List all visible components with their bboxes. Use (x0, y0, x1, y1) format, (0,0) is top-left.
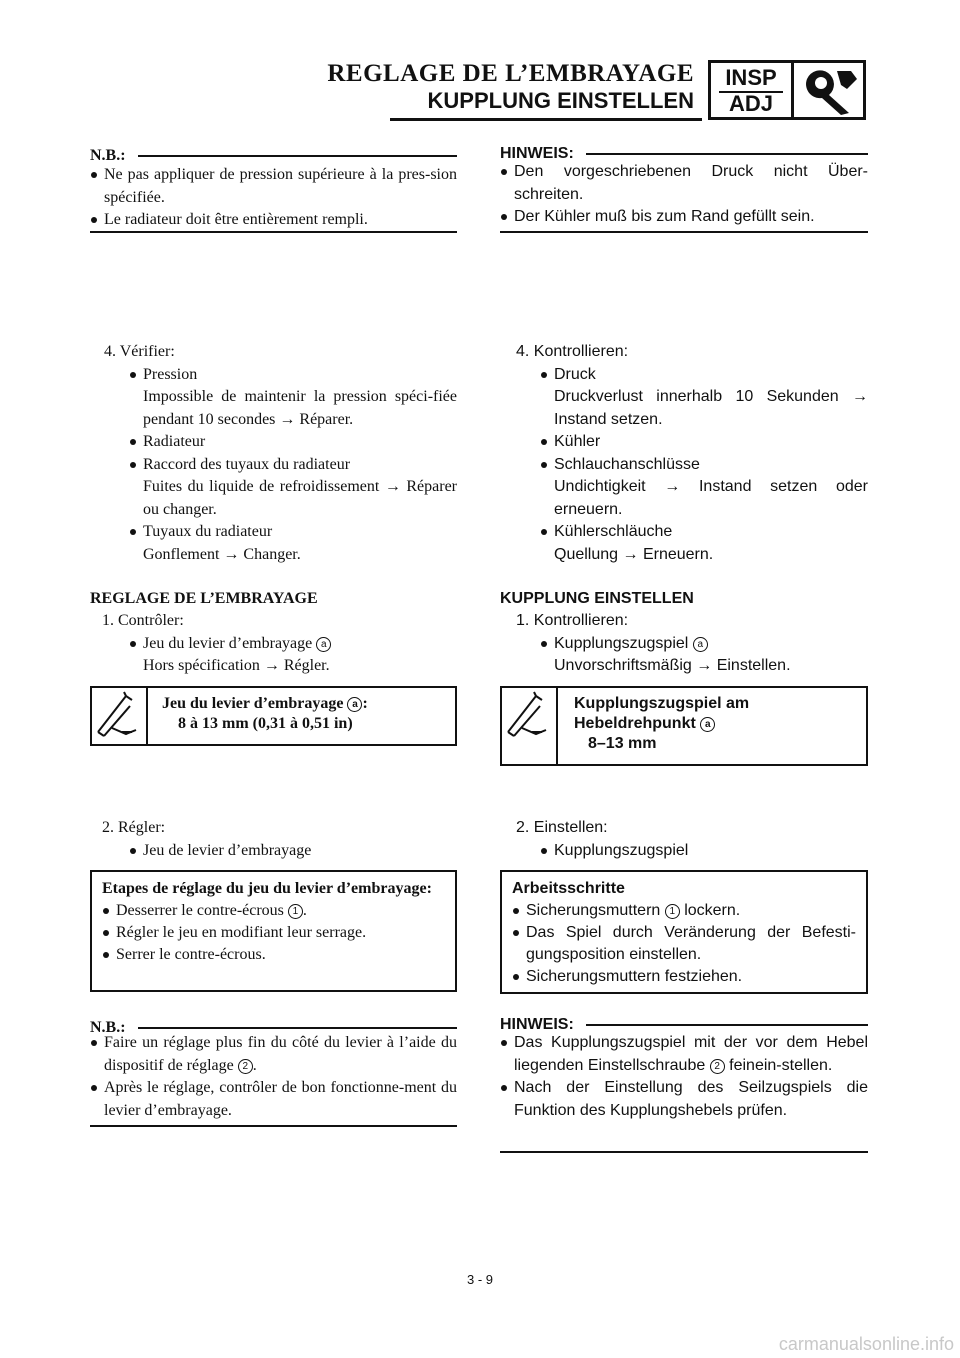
caliper-icon (502, 688, 552, 744)
nb-label: HINWEIS: (500, 1016, 574, 1033)
nb-list-de-1 (500, 161, 868, 229)
wrench-icon (797, 65, 861, 115)
step-detail: Druckverlust innerhalb 10 Sekunden → Instand setzen. (554, 388, 868, 428)
header-rule (390, 118, 702, 121)
step-title: 2. Régler: (102, 819, 166, 836)
list-item: Raccord des tuyaux du radiateur (129, 454, 457, 477)
list-item: Das Kupplungszugspiel mit der vor dem Hebel liegenden Einstellschraube 2 feinein-stellen. (500, 1032, 868, 1077)
badge-insp-label: INSP (725, 65, 777, 90)
badge-adj-label: ADJ (728, 91, 773, 116)
steps-title: Arbeitsschritte (512, 880, 625, 897)
list-item: Serrer le contre-écrous. (102, 944, 445, 966)
step-1-fr (102, 610, 457, 678)
marker-2: 2 (710, 1059, 725, 1074)
nb-end-rule (90, 1125, 457, 1127)
nb-end-rule (90, 231, 457, 233)
step-2-fr (102, 817, 457, 862)
page-title-fr: REGLAGE DE L’EMBRAYAGE (327, 60, 694, 87)
list-item: Kupplungszugspiel a (540, 633, 868, 656)
spec-box-fr (90, 686, 457, 746)
section-title-fr: REGLAGE DE L’EMBRAYAGE (90, 590, 318, 607)
list-item: Nach der Einstellung des Seilzugspiels die Funktion des Kupplungshebels prüfen. (500, 1077, 868, 1122)
nb-end-rule (500, 1151, 868, 1153)
spec-text: Jeu du levier d’embrayage a : 8 à 13 mm (0,31 à 0,51 in) (162, 695, 368, 732)
marker-a: a (700, 717, 715, 732)
list-item: Desserrer le contre-écrous 1 . (102, 900, 445, 922)
adjust-steps-box-de (500, 870, 868, 994)
nb-list-de-2 (500, 1032, 868, 1122)
steps-title: Etapes de réglage du jeu du levier d’embrayage: (102, 880, 432, 897)
step-title: 2. Einstellen: (516, 819, 608, 836)
list-item: Radiateur (129, 431, 457, 454)
list-item: Kupplungszugspiel (540, 840, 868, 863)
marker-2: 2 (238, 1059, 253, 1074)
list-item: Kühler (540, 431, 868, 454)
list-item: Sicherungsmuttern festziehen. (512, 966, 856, 988)
list-item: Ne pas appliquer de pression supérieure à la pres-sion spécifiée. (90, 164, 457, 209)
step-4-fr (104, 341, 457, 566)
step-detail: Undichtigkeit → Instand setzen oder erneuern. (554, 478, 868, 518)
list-item: Régler le jeu en modifiant leur serrage. (102, 922, 445, 944)
insp-adj-badge (708, 60, 866, 120)
list-item: Faire un réglage plus fin du côté du levier à l’aide du dispositif de réglage 2 . (90, 1032, 457, 1077)
adjust-steps-box-fr (90, 870, 457, 992)
page-title-de: KUPPLUNG EINSTELLEN (427, 88, 694, 113)
list-item: Après le réglage, contrôler de bon fonctionne-ment du levier d’embrayage. (90, 1077, 457, 1122)
marker-a: a (347, 697, 362, 712)
nb-list-fr-1 (90, 164, 457, 232)
badge-split (791, 63, 794, 117)
watermark: carmanualsonline.info (778, 1334, 954, 1354)
step-title: 4. Vérifier: (104, 343, 175, 360)
list-item: Der Kühler muß bis zum Rand gefüllt sein. (500, 206, 868, 229)
list-item: Kühlerschläuche (540, 521, 868, 544)
step-detail: Unvorschriftsmäßig → Einstellen. (554, 657, 791, 674)
nb-label: N.B.: (90, 1019, 126, 1036)
step-detail: Hors spécification → Régler. (143, 657, 330, 674)
spec-box-de (500, 686, 868, 766)
list-item: Schlauchanschlüsse (540, 454, 868, 477)
caliper-icon-cell (92, 688, 148, 744)
nb-end-rule (500, 231, 868, 233)
marker-1: 1 (665, 904, 680, 919)
marker-1: 1 (288, 904, 303, 919)
section-title-de: KUPPLUNG EINSTELLEN (500, 590, 694, 607)
nb-label: N.B.: (90, 147, 126, 164)
list-item: Le radiateur doit être entièrement rempli. (90, 209, 457, 232)
page-number: 3 - 9 (466, 1272, 493, 1287)
marker-a: a (693, 637, 708, 652)
list-item: Druck (540, 364, 868, 387)
step-detail: Fuites du liquide de refroidissement → Réparer ou changer. (143, 478, 457, 518)
marker-a: a (316, 637, 331, 652)
nb-label: HINWEIS: (500, 145, 574, 162)
step-4-de (516, 341, 868, 566)
caliper-icon-cell (502, 688, 558, 764)
list-item: Pression (129, 364, 457, 387)
step-2-de (516, 817, 868, 862)
list-item: Jeu de levier d’embrayage (129, 840, 457, 863)
list-item: Den vorgeschriebenen Druck nicht Über-schreiten. (500, 161, 868, 206)
list-item: Sicherungsmuttern 1 lockern. (512, 900, 856, 922)
list-item: Tuyaux du radiateur (129, 521, 457, 544)
step-title: 4. Kontrollieren: (516, 343, 629, 360)
spec-text: Kupplungszugspiel am Hebeldrehpunkt a 8–13 mm (574, 695, 750, 752)
step-1-de (516, 610, 868, 678)
step-detail: Gonflement → Changer. (143, 545, 301, 563)
step-title: 1. Kontrollieren: (516, 612, 629, 629)
caliper-icon (92, 688, 142, 744)
list-item: Das Spiel durch Veränderung der Befesti-gungsposition einstellen. (512, 922, 856, 966)
step-detail: Quellung → Erneuern. (554, 545, 714, 563)
step-title: 1. Contrôler: (102, 612, 184, 629)
step-detail: Impossible de maintenir la pression spéci-fiée pendant 10 secondes → Réparer. (143, 388, 457, 428)
list-item: Jeu du levier d’embrayage a (129, 633, 457, 656)
nb-list-fr-2 (90, 1032, 457, 1122)
